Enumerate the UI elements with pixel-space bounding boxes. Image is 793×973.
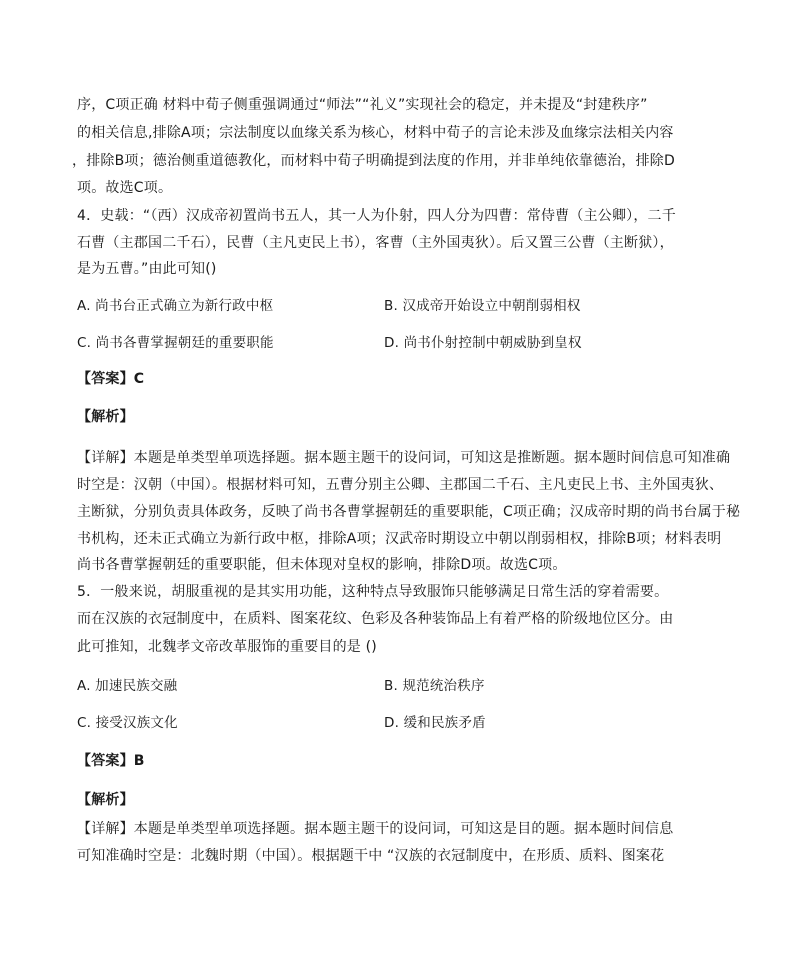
option-d: D. 尚书仆射控制中朝威胁到皇权 bbox=[384, 335, 582, 351]
question-stem-line: 此可推知，北魏孝文帝改革服饰的重要目的是 () bbox=[77, 639, 377, 655]
detail-line: 【详解】本题是单类型单项选择题。据本题主题干的设问词，可知这是推断题。据本题时间信息可知准确 bbox=[77, 450, 731, 466]
detail-line: 时空是：汉朝（中国）。根据材料可知，五曹分别主公卿、主郡国二千石、主凡吏民上书、主外国夷狄、 bbox=[77, 477, 724, 493]
option-c: C. 尚书各曹掌握朝廷的重要职能 bbox=[77, 335, 274, 351]
option-a: A. 加速民族交融 bbox=[77, 678, 178, 694]
option-b: B. 规范统治秩序 bbox=[384, 678, 485, 694]
detail-line: 主断狱，分别负责具体政务，反映了尚书各曹掌握朝廷的重要职能，C项正确；汉成帝时期的尚书台属于秘 bbox=[77, 504, 741, 520]
question-stem-line: 4．史载：“（西）汉成帝初置尚书五人，其一人为仆射，四人分为四曹：常侍曹（主公卿），二千 bbox=[77, 208, 676, 224]
detail-line: 书机构，还未正式确立为新行政中枢，排除A项；汉武帝时期设立中朝以削弱相权，排除B项；材料表明 bbox=[77, 531, 722, 547]
answer-label: 【答案】B bbox=[77, 753, 145, 769]
option-d: D. 缓和民族矛盾 bbox=[384, 715, 486, 731]
prev-explanation-line: 项。故选C项。 bbox=[77, 180, 173, 196]
detail-line: 尚书各曹掌握朝廷的重要职能，但未体现对皇权的影响，排除D项。故选C项。 bbox=[77, 557, 567, 573]
detail-line: 可知准确时空是：北魏时期（中国）。根据题干中 “汉族的衣冠制度中，在形质、质料、图案花 bbox=[77, 848, 665, 864]
detail-line: 【详解】本题是单类型单项选择题。据本题主题干的设问词，可知这是目的题。据本题时间信息 bbox=[77, 821, 674, 837]
answer-label: 【答案】C bbox=[77, 371, 145, 387]
analysis-label: 【解析】 bbox=[77, 792, 134, 808]
question-stem-line: 石曹（主郡国二千石），民曹（主凡吏民上书），客曹（主外国夷狄）。后又置三公曹（主断狱）， bbox=[77, 235, 674, 251]
option-b: B. 汉成帝开始设立中朝削弱相权 bbox=[384, 298, 581, 314]
prev-explanation-line: 的相关信息,排除A项；宗法制度以血缘关系为核心，材料中荀子的言论未涉及血缘宗法相关内容 bbox=[77, 125, 674, 141]
question-stem-line: 5．一般来说，胡服重视的是其实用功能，这种特点导致服饰只能够满足日常生活的穿着需要。 bbox=[77, 584, 669, 600]
prev-explanation-line: 序，C项正确 材料中荀子侧重强调通过“师法”“礼义”实现社会的稳定，并未提及“封建秩序” bbox=[77, 97, 648, 113]
prev-explanation-line: ，排除B项；德治侧重道德教化，而材料中荀子明确提到法度的作用，并非单纯依靠德治，排除D bbox=[72, 153, 675, 169]
question-stem-line: 是为五曹。”由此可知() bbox=[77, 261, 217, 277]
question-stem-line: 而在汉族的衣冠制度中，在质料、图案花纹、色彩及各种装饰品上有着严格的阶级地位区分。由 bbox=[77, 611, 674, 627]
analysis-label: 【解析】 bbox=[77, 409, 134, 425]
option-a: A. 尚书台正式确立为新行政中枢 bbox=[77, 298, 274, 314]
option-c: C. 接受汉族文化 bbox=[77, 715, 178, 731]
